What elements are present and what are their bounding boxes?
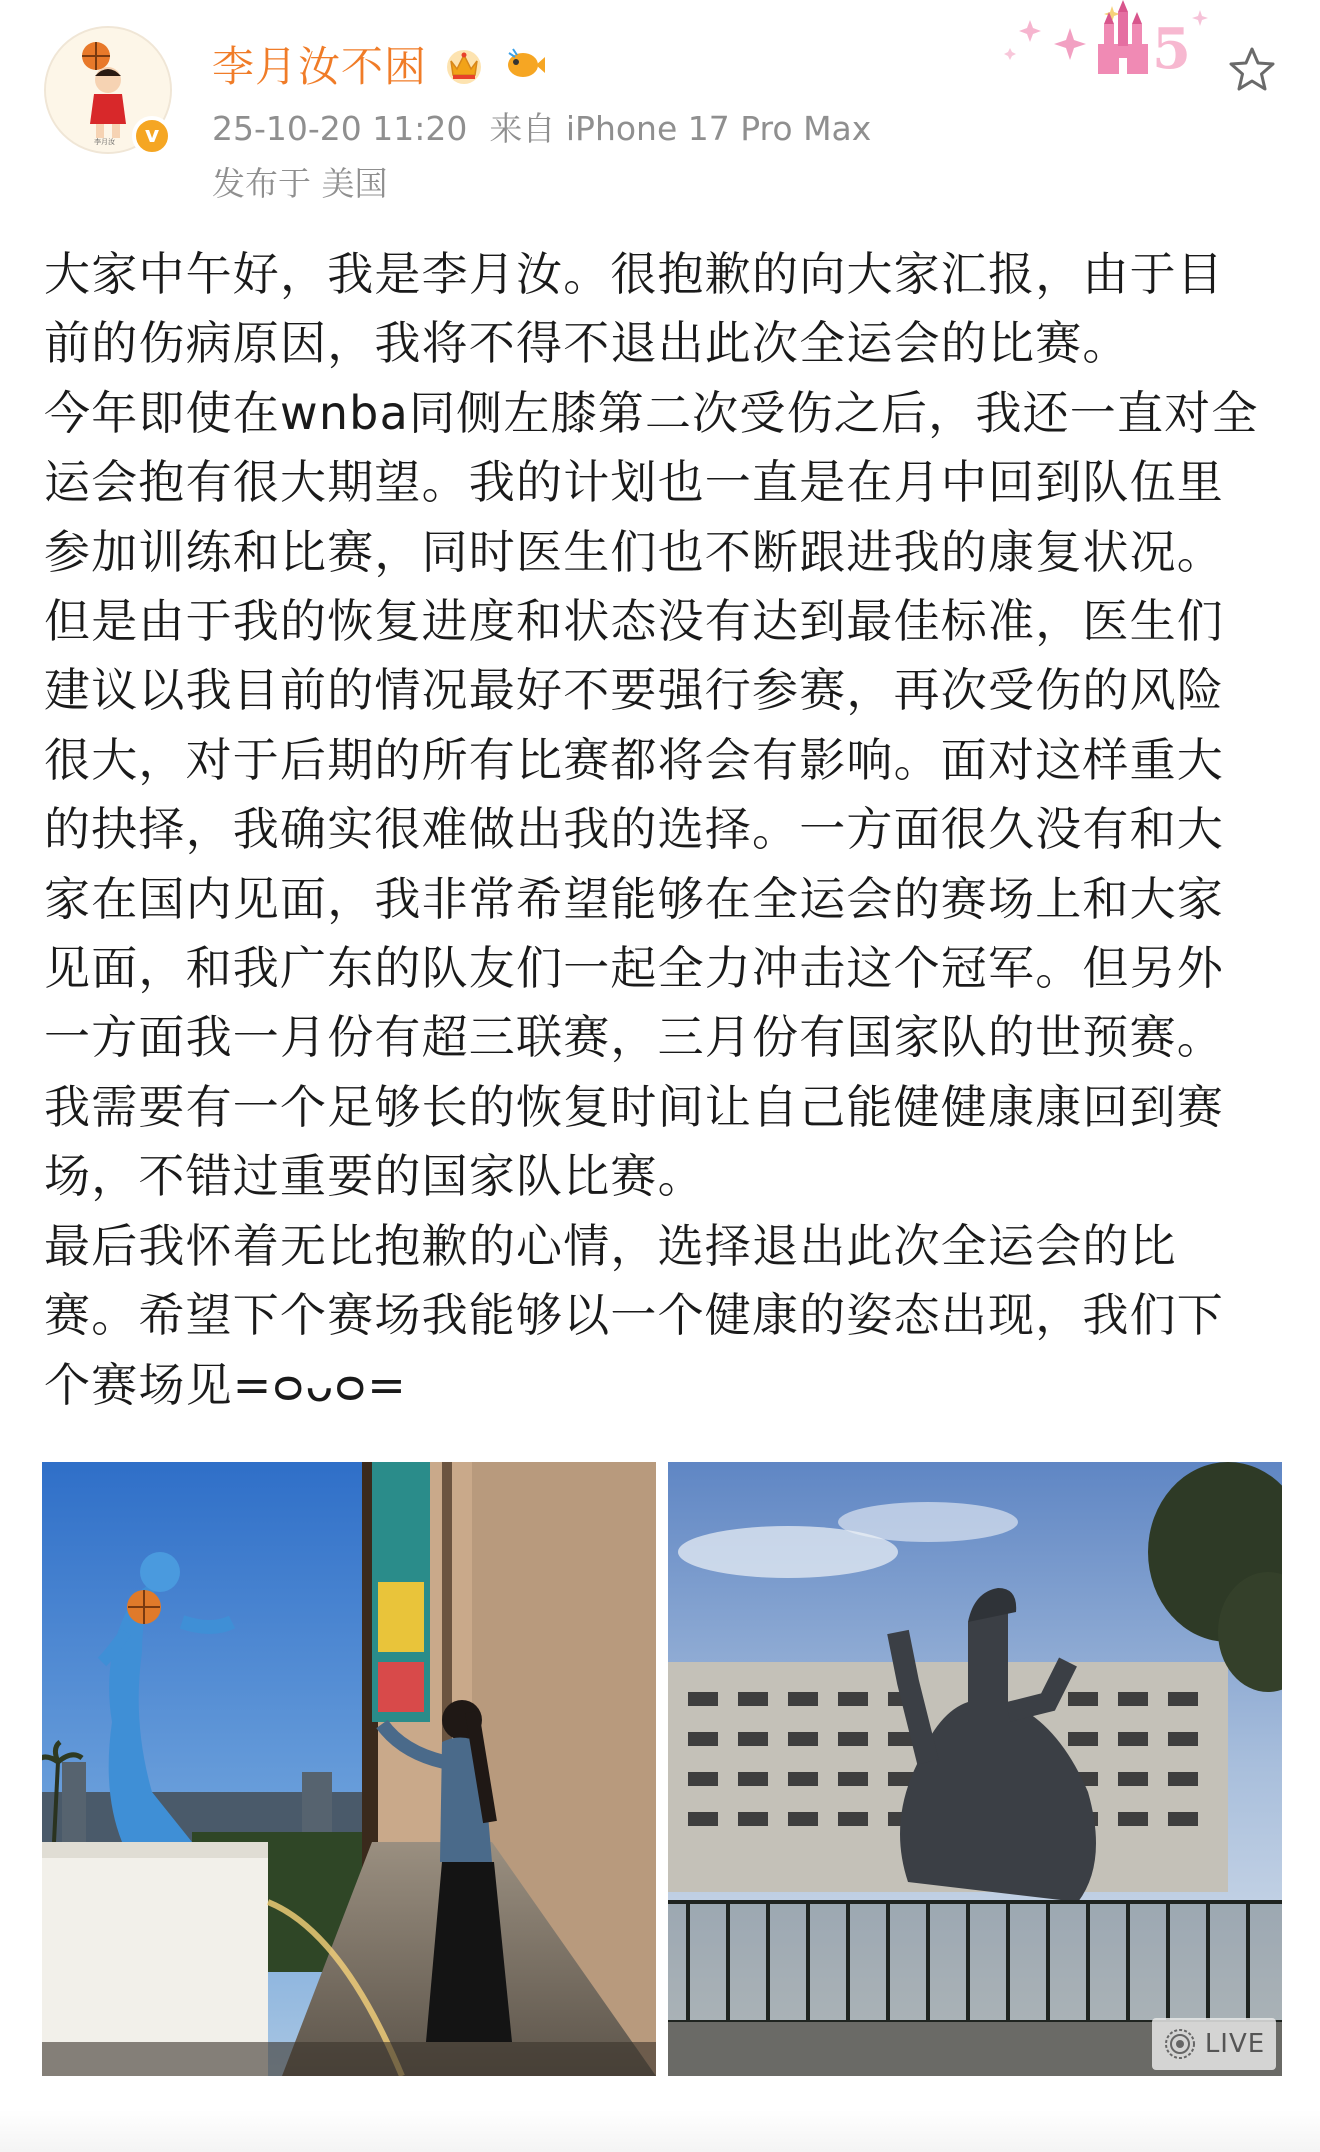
post-line: 赛。希望下个赛场我能够以一个健康的姿态出现，我们下 bbox=[44, 1288, 1224, 1343]
post-line: 参加训练和比赛，同时医生们也不断跟进我的康复状况。 bbox=[44, 524, 1224, 579]
post-line: 但是由于我的恢复进度和状态没有达到最佳标准，医生们 bbox=[44, 594, 1224, 649]
post-line: 最后我怀着无比抱歉的心情，选择退出此次全运会的比 bbox=[44, 1218, 1177, 1273]
post-meta bbox=[212, 103, 871, 150]
post-line: 场，不错过重要的国家队比赛。 bbox=[44, 1149, 705, 1204]
post-line: 见面，和我广东的队友们一起全力冲击这个冠军。但另外 bbox=[44, 941, 1224, 996]
favorite-star-icon[interactable] bbox=[1226, 44, 1278, 96]
blue-statue-photo-icon bbox=[42, 1462, 656, 2076]
post-image-1[interactable] bbox=[42, 1462, 656, 2076]
post-location: 发布于 美国 bbox=[212, 164, 388, 203]
live-label: LIVE bbox=[1204, 2029, 1266, 2059]
post-line: 很大，对于后期的所有比赛都将会有影响。面对这样重大 bbox=[44, 732, 1224, 787]
timestamp: 25-10-20 11:20 bbox=[212, 109, 468, 148]
crown-icon[interactable] bbox=[441, 41, 487, 87]
post-line: 我需要有一个足够长的恢复时间让自己能健健康康回到赛 bbox=[44, 1079, 1224, 1134]
dark-statue-photo-icon bbox=[668, 1462, 1282, 2076]
post-line: 的抉择，我确实很难做出我的选择。一方面很久没有和大 bbox=[44, 802, 1224, 857]
live-photo-icon bbox=[1163, 2027, 1197, 2061]
username-row bbox=[212, 36, 547, 92]
svg-text:李月汝: 李月汝 bbox=[94, 138, 115, 146]
post-line: 今年即使在wnba同侧左膝第二次受伤之后，我还一直对全 bbox=[44, 385, 1259, 440]
anniversary-decoration-icon bbox=[1000, 0, 1230, 90]
bottom-fade bbox=[0, 2110, 1320, 2152]
live-badge[interactable] bbox=[1152, 2018, 1276, 2070]
post-line: 大家中午好，我是李月汝。很抱歉的向大家汇报，由于目 bbox=[44, 247, 1224, 301]
svg-text:5: 5 bbox=[1152, 16, 1191, 82]
username[interactable]: 李月汝不困 bbox=[212, 42, 428, 91]
device-source: 来自 iPhone 17 Pro Max bbox=[489, 109, 872, 148]
post-body bbox=[44, 240, 1284, 1420]
post-line: 家在国内见面，我非常希望能够在全运会的赛场上和大家 bbox=[44, 871, 1224, 926]
post-header bbox=[0, 0, 1320, 210]
post-line: 运会抱有很大期望。我的计划也一直是在月中回到队伍里 bbox=[44, 455, 1224, 510]
post-line: 一方面我一月份有超三联赛，三月份有国家队的世预赛。 bbox=[44, 1010, 1224, 1065]
post-line: 前的伤病原因，我将不得不退出此次全运会的比赛。 bbox=[44, 316, 1130, 371]
verified-icon: v bbox=[132, 116, 172, 156]
post-line: 个赛场见=ᴑᴗᴑ= bbox=[44, 1357, 407, 1412]
post-image-2[interactable] bbox=[668, 1462, 1282, 2076]
post-line: 建议以我目前的情况最好不要强行参赛，再次受伤的风险 bbox=[44, 663, 1224, 718]
fish-icon[interactable] bbox=[501, 41, 547, 87]
